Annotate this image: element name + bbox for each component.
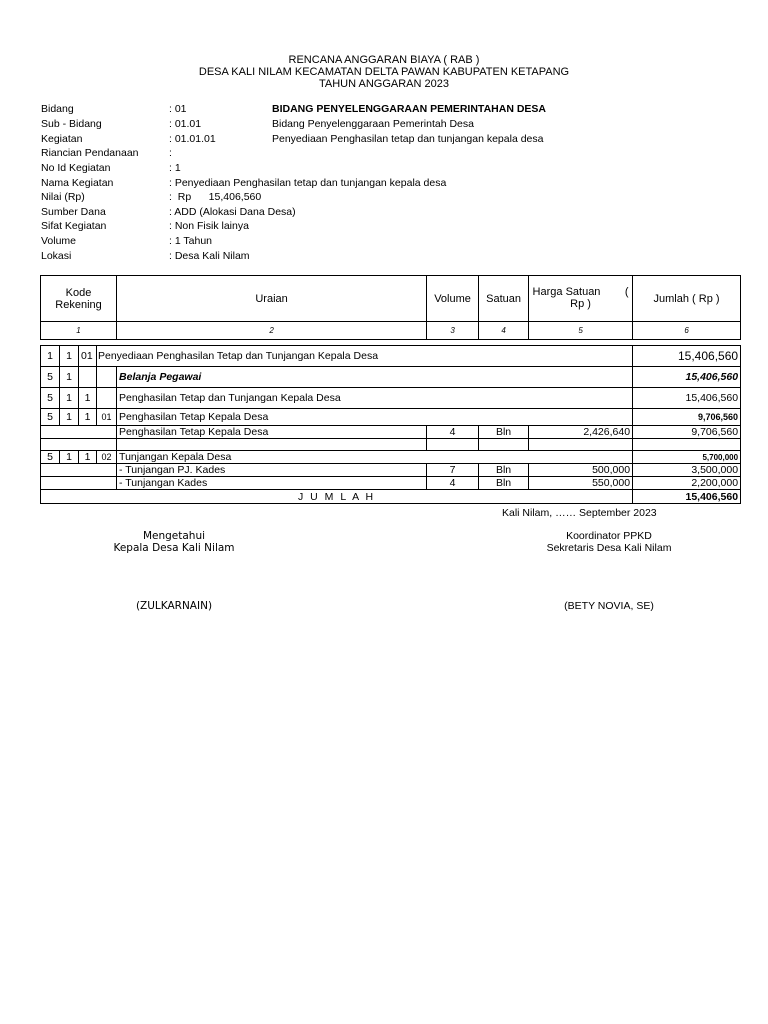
info-label-sumber-dana: Sumber Dana bbox=[41, 206, 106, 218]
info-value-no-id: : 1 bbox=[169, 162, 181, 174]
row-uraian: Penyediaan Penghasilan Tetap dan Tunjangan Kepala Desa bbox=[97, 346, 633, 367]
row-kode-empty bbox=[41, 464, 117, 477]
info-extra-bidang: BIDANG PENYELENGGARAAN PEMERINTAHAN DESA bbox=[272, 103, 546, 115]
row-jumlah: 3,500,000 bbox=[633, 464, 741, 477]
header-jumlah: Jumlah ( Rp ) bbox=[633, 276, 741, 322]
info-label-sifat-kegiatan: Sifat Kegiatan bbox=[41, 220, 107, 232]
row-kode-4 bbox=[97, 367, 117, 388]
row-volume: 4 bbox=[427, 426, 479, 439]
table-header-row bbox=[41, 276, 741, 322]
header-uraian: Uraian bbox=[117, 276, 427, 322]
table-row bbox=[41, 367, 741, 388]
info-value-nilai: : Rp 15,406,560 bbox=[169, 191, 262, 203]
colnum-4: 4 bbox=[479, 322, 529, 340]
row-jumlah: 9,706,560 bbox=[633, 426, 741, 439]
row-kode-2: 1 bbox=[60, 409, 79, 426]
row-uraian: Tunjangan Kepala Desa bbox=[117, 451, 633, 464]
row-kode-3: 01 bbox=[79, 346, 97, 367]
info-value-sub-bidang: : 01.01 bbox=[169, 118, 202, 130]
info-label-volume: Volume bbox=[41, 235, 77, 247]
colnum-2: 2 bbox=[117, 322, 427, 340]
row-kode-3: 1 bbox=[79, 388, 97, 409]
empty-cell bbox=[633, 439, 741, 451]
row-jumlah: 9,706,560 bbox=[633, 409, 741, 426]
row-kode-3: 1 bbox=[79, 451, 97, 464]
info-label-nama-kegiatan: Nama Kegiatan bbox=[41, 177, 114, 189]
info-label-nilai: Nilai (Rp) bbox=[41, 191, 85, 203]
info-value-nama-kegiatan: : Penyediaan Penghasilan tetap dan tunjangan kepala desa bbox=[169, 177, 447, 189]
table-row bbox=[41, 346, 741, 367]
empty-cell bbox=[41, 439, 117, 451]
info-value-bidang: : 01 bbox=[169, 103, 187, 115]
row-jumlah: 15,406,560 bbox=[633, 346, 741, 367]
row-uraian: Penghasilan Tetap dan Tunjangan Kepala Desa bbox=[117, 388, 633, 409]
row-jumlah: 5,700,000 bbox=[633, 451, 741, 464]
row-volume: 4 bbox=[427, 477, 479, 490]
empty-cell bbox=[479, 439, 529, 451]
row-kode-1: 5 bbox=[41, 388, 60, 409]
row-kode-empty bbox=[41, 426, 117, 439]
table-row bbox=[41, 409, 741, 426]
right-signer-name: (BETY NOVIA, SE) bbox=[564, 600, 654, 612]
row-jumlah: 15,406,560 bbox=[633, 388, 741, 409]
info-extra-kegiatan: Penyediaan Penghasilan tetap dan tunjangan kepala desa bbox=[272, 133, 544, 145]
header-satuan: Satuan bbox=[479, 276, 529, 322]
info-value-sumber-dana: : ADD (Alokasi Dana Desa) bbox=[169, 206, 296, 218]
place-date: Kali Nilam, …… September 2023 bbox=[502, 507, 657, 519]
row-satuan: Bln bbox=[479, 477, 529, 490]
empty-cell bbox=[529, 439, 633, 451]
colnum-1: 1 bbox=[41, 322, 117, 340]
header-harga-satuan: Harga Satuan ( Rp ) bbox=[529, 276, 633, 322]
info-label-riancian: Riancian Pendanaan bbox=[41, 147, 139, 159]
left-signer-position: Kepala Desa Kali Nilam bbox=[113, 542, 235, 554]
info-label-lokasi: Lokasi bbox=[41, 250, 72, 262]
total-value: 15,406,560 bbox=[633, 490, 741, 504]
total-row bbox=[41, 490, 741, 504]
row-kode-3: 1 bbox=[79, 409, 97, 426]
row-uraian: - Tunjangan Kades bbox=[117, 477, 427, 490]
row-kode-1: 1 bbox=[41, 346, 60, 367]
colnum-6: 6 bbox=[633, 322, 741, 340]
info-label-no-id: No Id Kegiatan bbox=[41, 162, 111, 174]
info-label-kegiatan: Kegiatan bbox=[41, 133, 83, 145]
row-kode-2: 1 bbox=[60, 346, 79, 367]
row-kode-4 bbox=[97, 388, 117, 409]
row-kode-2: 1 bbox=[60, 451, 79, 464]
table-row bbox=[41, 426, 741, 439]
info-value-kegiatan: : 01.01.01 bbox=[169, 133, 216, 145]
row-kode-2: 1 bbox=[60, 388, 79, 409]
row-kode-3 bbox=[79, 367, 97, 388]
row-kode-4: 01 bbox=[97, 409, 117, 426]
info-label-sub-bidang: Sub - Bidang bbox=[41, 118, 102, 130]
header-kode-rekening: Kode Rekening bbox=[41, 276, 117, 322]
table-row-empty bbox=[41, 439, 741, 451]
colnum-5: 5 bbox=[529, 322, 633, 340]
table-row bbox=[41, 451, 741, 464]
right-signer-title: Koordinator PPKD bbox=[566, 530, 652, 542]
doc-subtitle: DESA KALI NILAM KECAMATAN DELTA PAWAN KABUPATEN KETAPANG bbox=[198, 66, 570, 78]
row-kode-4: 02 bbox=[97, 451, 117, 464]
row-harga: 550,000 bbox=[529, 477, 633, 490]
right-signer-position: Sekretaris Desa Kali Nilam bbox=[546, 542, 672, 554]
table-row bbox=[41, 388, 741, 409]
row-kode-1: 5 bbox=[41, 367, 60, 388]
column-number-row bbox=[41, 322, 741, 340]
info-extra-sub-bidang: Bidang Penyelenggaraan Pemerintah Desa bbox=[272, 118, 474, 130]
info-value-riancian: : bbox=[169, 147, 172, 159]
row-uraian: Belanja Pegawai bbox=[117, 367, 633, 388]
row-uraian: Penghasilan Tetap Kepala Desa bbox=[117, 426, 427, 439]
total-label: J U M L A H bbox=[41, 490, 633, 504]
row-kode-1: 5 bbox=[41, 409, 60, 426]
colnum-3: 3 bbox=[427, 322, 479, 340]
row-harga: 2,426,640 bbox=[529, 426, 633, 439]
row-uraian: Penghasilan Tetap Kepala Desa bbox=[117, 409, 633, 426]
row-satuan: Bln bbox=[479, 426, 529, 439]
doc-year: TAHUN ANGGARAN 2023 bbox=[318, 78, 449, 90]
row-kode-1: 5 bbox=[41, 451, 60, 464]
row-jumlah: 2,200,000 bbox=[633, 477, 741, 490]
row-harga: 500,000 bbox=[529, 464, 633, 477]
rab-table bbox=[40, 275, 741, 504]
empty-cell bbox=[117, 439, 427, 451]
empty-cell bbox=[427, 439, 479, 451]
left-signer-title: Mengetahui bbox=[142, 530, 206, 542]
info-value-lokasi: : Desa Kali Nilam bbox=[169, 250, 250, 262]
row-uraian: - Tunjangan PJ. Kades bbox=[117, 464, 427, 477]
doc-title: RENCANA ANGGARAN BIAYA ( RAB ) bbox=[288, 54, 480, 66]
table-row bbox=[41, 477, 741, 490]
row-kode-2: 1 bbox=[60, 367, 79, 388]
info-label-bidang: Bidang bbox=[41, 103, 74, 115]
row-satuan: Bln bbox=[479, 464, 529, 477]
left-signer-name: (ZULKARNAIN) bbox=[135, 600, 213, 612]
table-row bbox=[41, 464, 741, 477]
info-value-volume: : 1 Tahun bbox=[169, 235, 213, 247]
row-jumlah: 15,406,560 bbox=[633, 367, 741, 388]
row-volume: 7 bbox=[427, 464, 479, 477]
info-value-sifat-kegiatan: : Non Fisik lainya bbox=[169, 220, 249, 232]
row-kode-empty bbox=[41, 477, 117, 490]
header-volume: Volume bbox=[427, 276, 479, 322]
